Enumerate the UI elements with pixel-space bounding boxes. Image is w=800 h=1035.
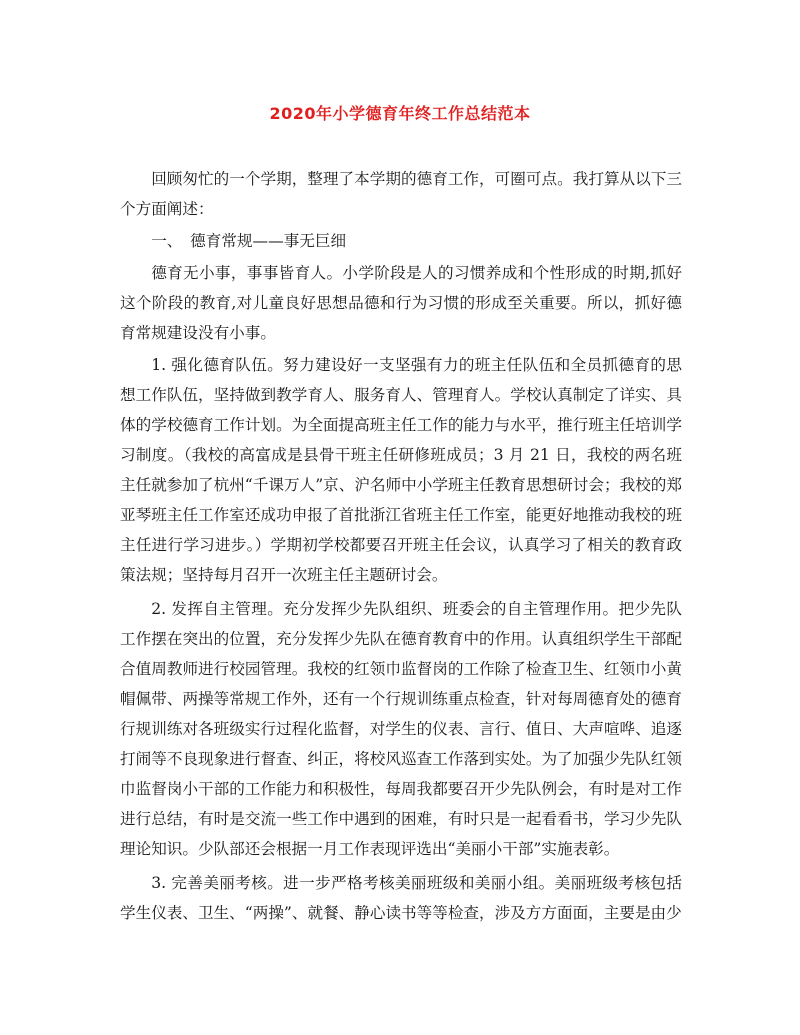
paragraph-3: 2. 发挥自主管理。充分发挥少先队组织、班委会的自主管理作用。把少先队工作摆在突出的位置，充分发挥少先队在德育教育中的作用。认真组织学生干部配合值周教师进行校园管理。我校的红领巾监督岗的工作除了检查卫生、红领巾小黄帽佩带、两操等常规工作外，还有一个行规训练重点检查，针对每周德育处的德育行规训练对各班级实行过程化监督，对学生的仪表、言行、值日、大声喧哗、追逐打闹等不良现象进行督查、纠正，将校风巡查工作落到实处。为了加强少先队红领巾监督岗小干部的工作能力和积极性，每周我都要召开少先队例会，有时是对工作进行总结，有时是交流一些工作中遇到的困难，有时只是一起看看书，学习少先队理论知识。少队部还会根据一月工作表现评选出“美丽小干部”实施表彰。 <box>120 600 682 858</box>
intro-paragraph: 回顾匆忙的一个学期，整理了本学期的德育工作，可圈可点。我打算从以下三个方面阐述： <box>120 170 682 218</box>
document-body <box>120 164 682 932</box>
section-heading: 一、 德育常规——事无巨细 <box>151 232 347 250</box>
paragraph-1: 德育无小事，事事皆育人。小学阶段是人的习惯养成和个性形成的时期,抓好这个阶段的教育,对儿童良好思想品德和行为习惯的形成至关重要。所以，抓好德育常规建设没有小事。 <box>120 264 682 342</box>
paragraph-2: 1. 强化德育队伍。努力建设好一支坚强有力的班主任队伍和全员抓德育的思想工作队伍，坚持做到教学育人、服务育人、管理育人。学校认真制定了详实、具体的学校德育工作计划。为全面提高班主任工作的能力与水平，推行班主任培训学习制度。（我校的高富成是县骨干班主任研修班成员；3 月 21 日，我校的两名班主任就参加了杭州“千课万人”京、沪名师中小学班主任教育思想研讨会；我校的郑亚琴班主任工作室还成功申报了首批浙江省班主任工作室，能更好地推动我校的班主任进行学习进步。）学期初学校都要召开班主任会议，认真学习了相关的教育政策法规；坚持每月召开一次班主任主题研讨会。 <box>120 356 682 584</box>
document-title: 2020年小学德育年终工作总结范本 <box>269 104 531 123</box>
paragraph-4: 3. 完善美丽考核。进一步严格考核美丽班级和美丽小组。美丽班级考核包括学生仪表、卫生、“两操”、就餐、静心读书等等检查，涉及方方面面，主要是由少 <box>120 874 682 922</box>
